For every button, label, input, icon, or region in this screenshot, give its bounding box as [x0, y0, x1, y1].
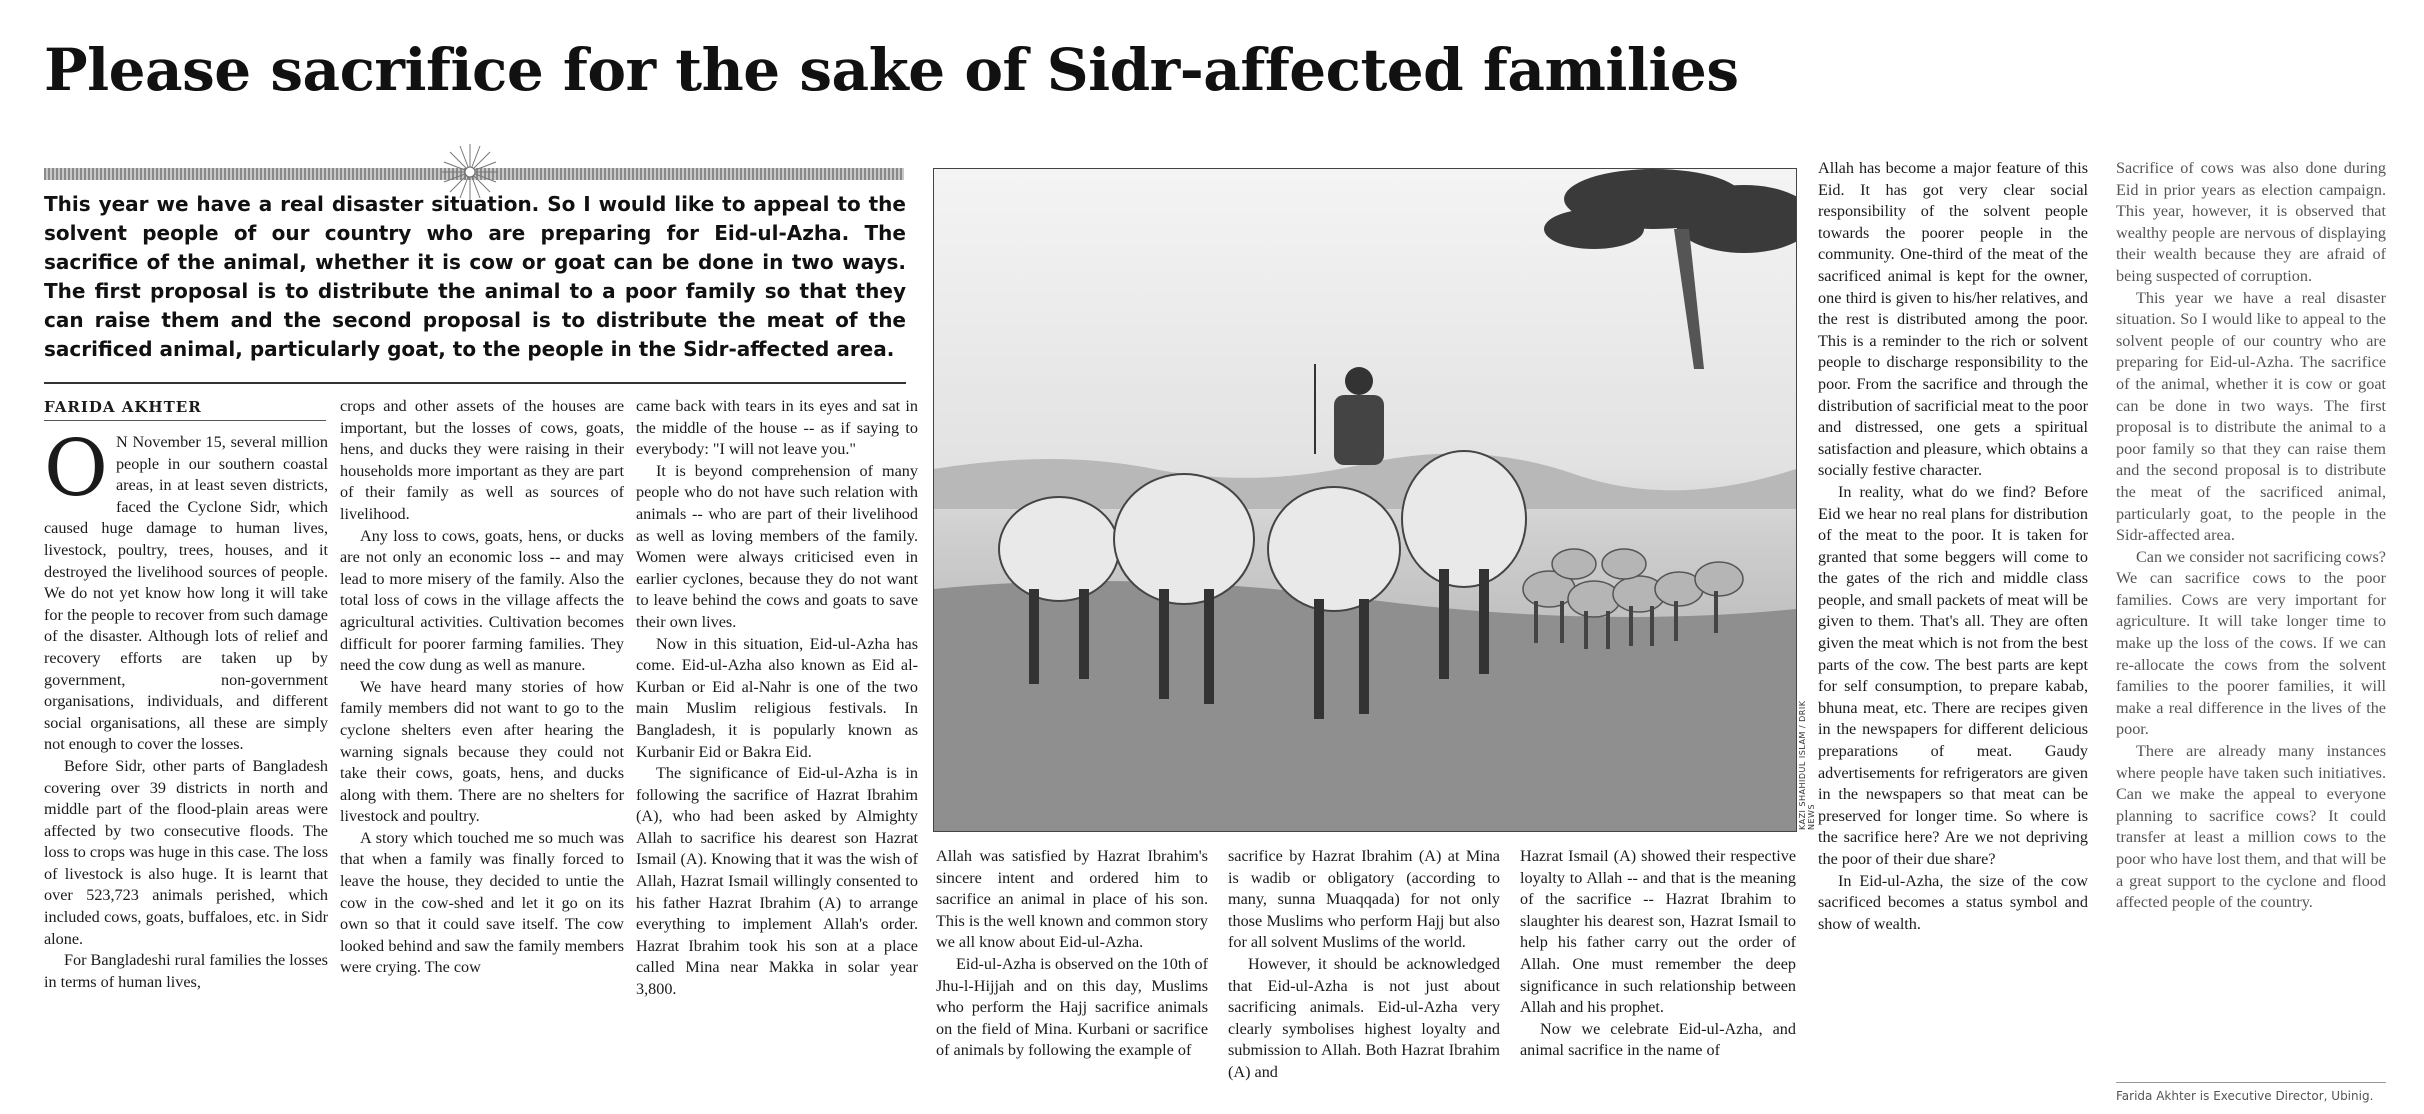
paragraph: Sacrifice of cows was also done during Eid in prior years as election campaign. This year, however, it is observed that wealthy people are nervous of displaying their wealth because they are afraid of being suspected of corruption.: [2116, 159, 2386, 285]
paragraph: Can we consider not sacrificing cows? We can sacrifice cows to the poor families. Cows are very important for agriculture. It will take longer time to make up the loss of the cows. If we can re-allocate the cows from the solvent families to the poorer families, it will make a real difference in the lives of the poor.: [2116, 547, 2386, 739]
article-column-5: [1228, 846, 1500, 1112]
article-column-3: [636, 396, 918, 1112]
paragraph: sacrifice by Hazrat Ibrahim (A) at Mina is wadib or obligatory (according to many, sunna Muaqqada) for not only those Muslims who perform Hajj but also for all solvent Muslims of the world.: [1228, 847, 1500, 952]
paragraph: came back with tears in its eyes and sat in the middle of the house -- as if saying to everybody: "I will not leave you.": [636, 397, 918, 459]
paragraph: Hazrat Ismail (A) showed their respective loyalty to Allah -- and that is the meaning of the sacrifice -- Hazrat Ibrahim to slaughter his dearest son, Hazrat Ismail to help his father carry out the order of Allah. One must remember the deep significance in such relationship between Allah and his prophet.: [1520, 847, 1796, 1017]
paragraph: Allah was satisfied by Hazrat Ibrahim's sincere intent and ordered him to sacrifice an animal in place of his son. This is the well known and common story we all know about Eid-ul-Azha.: [936, 847, 1208, 952]
cattle-photo: [933, 168, 1797, 832]
paragraph: The significance of Eid-ul-Azha is in following the sacrifice of Hazrat Ibrahim (A), who had been asked by Almighty Allah to sacrifice his dearest son Hazrat Ismail (A). Knowing that it was the wish of Allah, Hazrat Ismail willingly consented to his father Hazrat Ibrahim (A) to arrange everything to implement Allah's order. Hazrat Ibrahim took his son at a place called Mina near Makka in solar year 3,800.: [636, 764, 918, 999]
paragraph: However, it should be acknowledged that Eid-ul-Azha is not just about sacrificing animals. Eid-ul-Azha very clearly symbolises highest loyalty and submission to Allah. Both Hazrat Ibrahim (A) and: [1228, 954, 1500, 1081]
paragraph: Any loss to cows, goats, hens, or ducks are not only an economic loss -- and may lead to more misery of the family. Also the total loss of cows in the village affects the agricultural activities. Cultivation becomes difficult for poorer farming families. They need the cow dung as well as manure.: [340, 526, 624, 675]
paragraph: We have heard many stories of how family members did not want to go to the cyclone shelters even after hearing the warning signals because they could not take their cows, goats, hens, and ducks along with them. There are no shelters for livestock and poultry.: [340, 677, 624, 826]
paragraph: Before Sidr, other parts of Bangladesh covering over 39 districts in north and middle part of the flood-plain areas were affected by two consecutive floods. The loss to crops was huge in this case. The loss of livestock is also huge. It is learnt that over 523,723 animals perished, which included cows, goats, buffaloes, etc. in Sidr alone.: [44, 756, 328, 948]
paragraph: Now in this situation, Eid-ul-Azha has come. Eid-ul-Azha also known as Eid al-Kurban or Eid al-Nahr is one of the two main Muslim religious festivals. In Bangladesh, it is popularly known as Kurbanir Eid or Bakra Eid.: [636, 634, 918, 761]
photo-credit: KAZI SHAHIDUL ISLAM / DRIK NEWS: [1798, 700, 1816, 830]
paragraph: A story which touched me so much was that when a family was finally forced to leave the house, they decided to untie the cow in the cow-shed and let it go on its own so that it could save itself. The cow looked behind and saw the family members were crying. The cow: [340, 828, 624, 977]
paragraph: N November 15, several million people in our southern coastal areas, in at least seven districts, faced the Cyclone Sidr, which caused huge damage to human lives, livestock, poultry, trees, houses, and it destroyed the livelihood sources of people. We do not yet know how long it will take for the people to recover from such damage of the disaster. Although lots of relief and recovery efforts are taken up by government, non-government organisations, individuals, and different social organisations, all these are simply not enough to cover the losses.: [44, 433, 328, 754]
paragraph: It is beyond comprehension of many people who do not have such relation with animals -- who are part of their livelihood as well as loving members of the family. Women were always criticised even in earlier cyclones, because they do not want to leave behind the cows and goats to save their own lives.: [636, 461, 918, 631]
paragraph: Now we celebrate Eid-ul-Azha, and animal sacrifice in the name of: [1520, 1019, 1796, 1060]
paragraph: In Eid-ul-Azha, the size of the cow sacrificed becomes a status symbol and show of wealth.: [1818, 871, 2088, 933]
paragraph: crops and other assets of the houses are important, but the losses of cows, goats, hens, and ducks they were raising in their households more important as they are part of their family as well as sources of livelihood.: [340, 397, 624, 523]
byline: FARIDA AKHTER: [44, 398, 326, 421]
paragraph: Allah has become a major feature of this Eid. It has got very clear social responsibility of the solvent people towards the poorer people in the community. One-third of the meat of the sacrificed animal is kept for the owner, one third is given to his/her relatives, and the rest is distributed among the poor. This is a reminder to the rich or solvent people to discharge responsibility to the poor. From the sacrifice and through the distribution of sacrificial meat to the poor and distressed, one gets a spiritual satisfaction and pleasure, which obtains a socially festive character.: [1818, 159, 2088, 480]
article-column-8: [2116, 158, 2386, 1074]
article-column-1: [44, 432, 328, 1112]
article-column-2: [340, 396, 624, 1112]
headline: Please sacrifice for the sake of Sidr-affected families: [44, 36, 1739, 104]
article-column-6: [1520, 846, 1796, 1112]
deck-summary: This year we have a real disaster situation. So I would like to appeal to the solvent people of our country who are preparing for Eid-ul-Azha. The sacrifice of the animal, whether it is cow or goat can be done in two ways. The first proposal is to distribute the animal to a poor family so that they can raise them and the second proposal is to distribute the meat of the sacrificed animal, particularly goat, to the people in the Sidr-affected area.: [44, 192, 906, 361]
article-column-4: [936, 846, 1208, 1112]
deck-bottom-rule: [44, 382, 906, 384]
article-column-7: [1818, 158, 2088, 1112]
author-bio: Farida Akhter is Executive Director, Ubinig.: [2116, 1082, 2386, 1103]
paragraph: This year we have a real disaster situation. So I would like to appeal to the solvent people of our country who are preparing for Eid-ul-Azha. The sacrifice of the animal, whether it is cow or goat can be done in two ways. The first proposal is to distribute the animal to a poor family so that they can raise them and the second proposal is to distribute the meat of the sacrificed animal, particularly goat, to the people in the Sidr-affected area.: [2116, 288, 2386, 545]
paragraph: There are already many instances where people have taken such initiatives. Can we make the appeal to everyone planning to sacrifice cows? It could transfer at least a million cows to the poor who have lost them, and that will be a great support to the cyclone and flood affected people of the country.: [2116, 742, 2386, 912]
paragraph: In reality, what do we find? Before Eid we hear no real plans for distribution of the meat to the poor. It is taken for granted that some beggers will come to the gates of the rich and middle class people, and small packets of meat will be given to them. That's all. They are often given the meat which is not from the best parts of the cow. The best parts are kept for self consumption, to prepare kabab, bhuna meat, etc. There are recipes given in the newspapers for different delicious preparations of meat. Gaudy advertisements for refrigerators are given in the newspapers so that meat can be preserved for longer time. So where is the sacrifice here? Are we not depriving the poor of their due share?: [1818, 482, 2088, 868]
paragraph: Eid-ul-Azha is observed on the 10th of Jhu-l-Hijjah and on this day, Muslims who perform the Hajj sacrifice animals on the field of Mina. Kurbani or sacrifice of animals by following the example of: [936, 954, 1208, 1060]
paragraph: For Bangladeshi rural families the losses in terms of human lives,: [44, 951, 328, 991]
drop-cap: O: [44, 432, 108, 514]
